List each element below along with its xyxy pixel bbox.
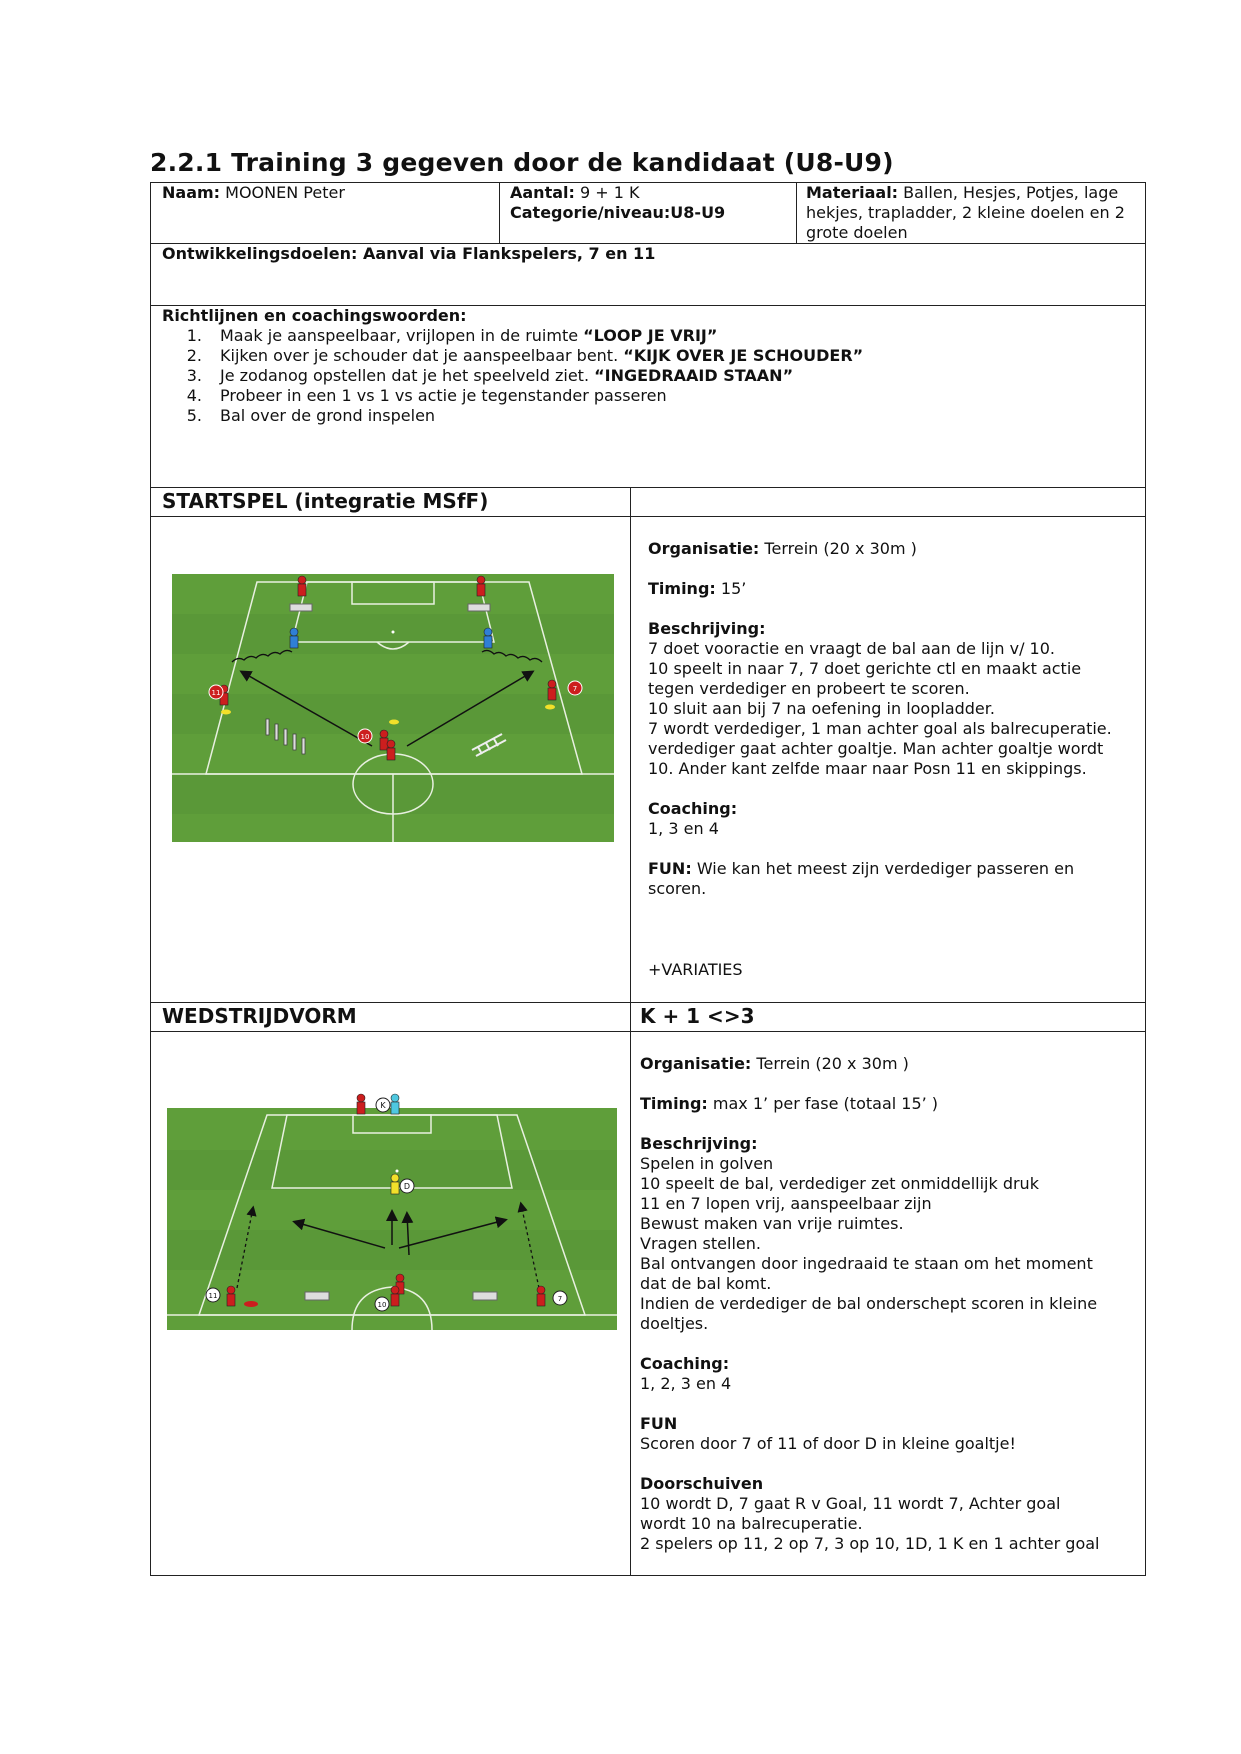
startspel-details: Organisatie: Terrein (20 x 30m ) Timing: 15’ Beschrijving: 7 doet vooractie en vraagt de bal aan de lijn v/ 10. 10 speelt in naar 7, 7 doet gerichte ctl en maakt actie tegen verdediger en probeert te scoren. 10 sluit aan bij 7 na oefening in loopladder. 7 wordt verdediger, 1 man achter goal als balrecuperatie. verdediger gaat achter goaltje. Man achter goaltje wordt 10. Ander kant zelfde maar naar Posn 11 en skippings. Coaching: 1, 3 en 4 FUN: Wie kan het meest zijn verdediger passeren en scoren. <box>648 539 1112 898</box>
list-item: 3. Je zodanog opstellen dat je het speelveld ziet. “INGEDRAAID STAAN” <box>186 366 794 385</box>
diagram-label-10: 10 <box>360 733 370 741</box>
diagram-label-10: 10 <box>377 1301 387 1309</box>
naam-cell <box>162 183 492 203</box>
diagram-label-7: 7 <box>557 1295 563 1303</box>
page-title: 2.2.1 Training 3 gegeven door de kandidaat (U8-U9) <box>150 148 894 177</box>
richtlijnen-list <box>162 326 1132 426</box>
diagram-label-11: 11 <box>208 1292 218 1300</box>
materiaal-label: Materiaal: <box>806 183 899 202</box>
aantal-label: Aantal: <box>510 183 575 202</box>
wedstrijdvorm-heading-right: K + 1 <>3 <box>640 1004 755 1028</box>
aantal-cell <box>510 183 790 223</box>
richtlijnen-heading: Richtlijnen en coachingswoorden: <box>162 306 467 325</box>
variaties-label: +VARIATIES <box>648 960 743 979</box>
diagram-label-d: D <box>403 1182 411 1191</box>
categorie-label: Categorie/niveau: <box>510 203 671 222</box>
diagram-label-11: 11 <box>211 689 221 697</box>
wedstrijdvorm-diagram <box>167 1090 617 1330</box>
ontwikkelingsdoelen: Ontwikkelingsdoelen: Aanval via Flankspelers, 7 en 11 <box>162 244 656 263</box>
list-item: 4. Probeer in een 1 vs 1 vs actie je tegenstander passeren <box>186 386 667 405</box>
naam-label: Naam: <box>162 183 221 202</box>
startspel-heading: STARTSPEL (integratie MSfF) <box>162 489 489 513</box>
wedstrijdvorm-heading: WEDSTRIJDVORM <box>162 1004 357 1028</box>
list-item: 5. Bal over de grond inspelen <box>186 406 436 425</box>
diagram-label-k: K <box>380 1101 386 1110</box>
materiaal-value: Ballen, Hesjes, Potjes, lage hekjes, trapladder, 2 kleine doelen en 2 grote doelen <box>806 183 1125 242</box>
richtlijnen-section <box>162 306 1132 426</box>
list-item: 1. Maak je aanspeelbaar, vrijlopen in de ruimte “LOOP JE VRIJ” <box>186 326 718 345</box>
startspel-diagram <box>172 574 614 842</box>
materiaal-cell <box>806 183 1142 243</box>
aantal-value: 9 + 1 K <box>580 183 640 202</box>
naam-value: MOONEN Peter <box>225 183 345 202</box>
list-item: 2. Kijken over je schouder dat je aanspeelbaar bent. “KIJK OVER JE SCHOUDER” <box>186 346 864 365</box>
wedstrijdvorm-details: Organisatie: Terrein (20 x 30m ) Timing: max 1’ per fase (totaal 15’ ) Beschrijving: Spelen in golven 10 speelt de bal, verdediger zet onmiddellijk druk 11 en 7 lopen vrij, aanspeelbaar zijn Bewust maken van vrije ruimtes. Vragen stellen. Bal ontvangen door ingedraaid te staan om het moment dat de bal komt. Indien de verdediger de bal onderschept scoren in kleine doeltjes. Coaching: 1, 2, 3 en 4 FUN Scoren door 7 of 11 of door D in kleine goaltje! Doorschuiven 10 wordt D, 7 gaat R v Goal, 11 wordt 7, Achter goal wordt 10 na balrecuperatie. 2 spelers op 11, 2 op 7, 3 op 10, 1D, 1 K en 1 achter goal <box>640 1054 1100 1553</box>
categorie-value: U8-U9 <box>670 203 726 222</box>
diagram-label-7: 7 <box>572 685 578 693</box>
